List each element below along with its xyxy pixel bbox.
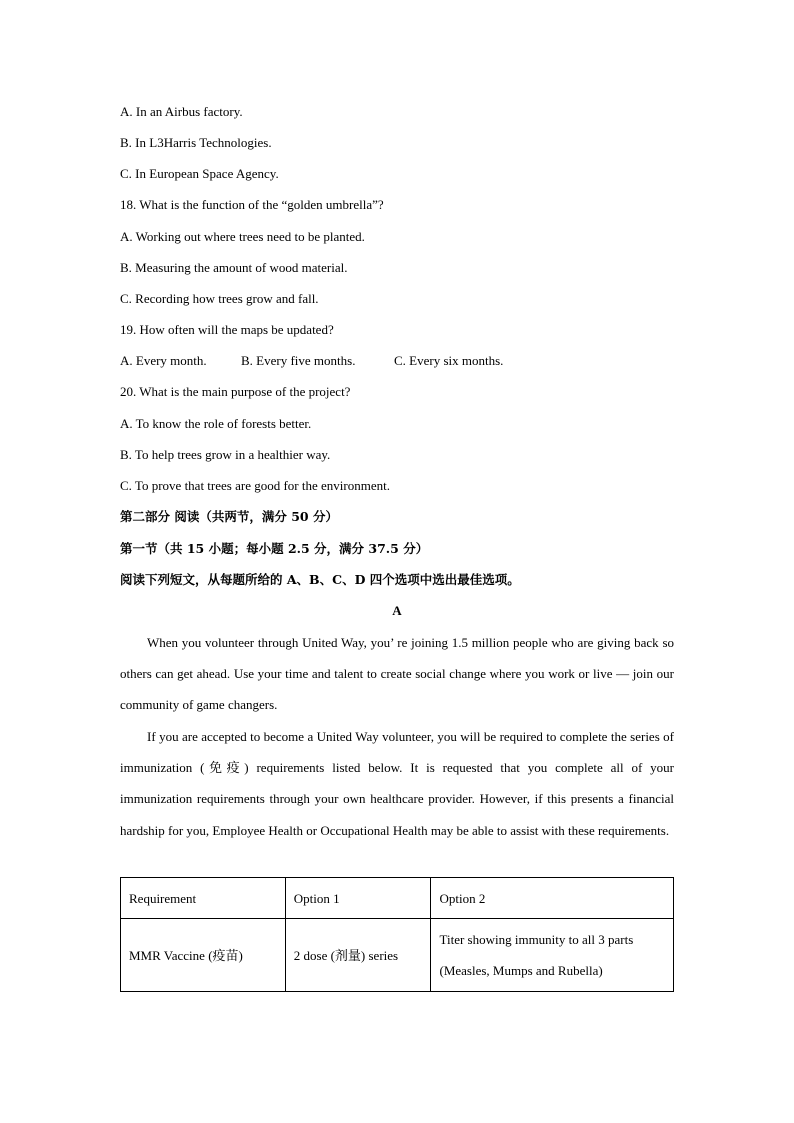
passage-letter: A <box>392 603 402 618</box>
passage-paragraph-2: If you are accepted to become a United Way volunteer, you will be required to complete the series of immunization (免疫) requirements listed below. It is requested that you complete all of your immunization requirements through your own healthcare provider. However, if this presents a financial hardship for you, Employee Health or Occupational Health may be able to assist with these requirements. <box>120 729 674 838</box>
q19-question: 19. How often will the maps be updated? <box>120 322 334 337</box>
table-cell: Titer showing immunity to all 3 parts (Measles, Mumps and Rubella) <box>431 919 674 992</box>
q20-option-b: B. To help trees grow in a healthier way. <box>120 447 331 462</box>
q20-option-a: A. To know the role of forests better. <box>120 416 312 431</box>
passage-paragraph-1: When you volunteer through United Way, you’ re joining 1.5 million people who are giving back so others can get ahead. Use your time and talent to create social change where you work or live — join our community of game changers. <box>120 635 674 713</box>
q19-option-b: B. Every five months. <box>241 353 356 368</box>
section-sub1-heading: 第一节（共 15 小题；每小题 2.5 分，满分 37.5 分） <box>120 541 429 556</box>
table-row <box>121 919 674 992</box>
table-header-row <box>121 878 674 919</box>
q18-option-a: A. Working out where trees need to be planted. <box>120 229 365 244</box>
section-part2-heading: 第二部分 阅读（共两节，满分 50 分） <box>120 509 338 524</box>
section-instruction: 阅读下列短文，从每题所给的 A、B、C、D 四个选项中选出最佳选项。 <box>120 572 520 587</box>
table-header-cell: Option 2 <box>431 878 674 919</box>
q18-option-b: B. Measuring the amount of wood material. <box>120 260 348 275</box>
table-cell: MMR Vaccine (疫苗) <box>121 919 286 992</box>
q19-options <box>120 352 503 370</box>
q20-question: 20. What is the main purpose of the project? <box>120 384 351 399</box>
q17-option-b: B. In L3Harris Technologies. <box>120 135 272 150</box>
q19-option-a: A. Every month. <box>120 353 207 368</box>
q20-option-c: C. To prove that trees are good for the environment. <box>120 478 390 493</box>
q17-option-c: C. In European Space Agency. <box>120 166 279 181</box>
q19-option-c: C. Every six months. <box>394 353 504 368</box>
table-header-cell: Requirement <box>121 878 286 919</box>
immunization-requirements-table <box>120 877 674 992</box>
table-header-cell: Option 1 <box>285 878 431 919</box>
q18-option-c: C. Recording how trees grow and fall. <box>120 291 319 306</box>
q17-option-a: A. In an Airbus factory. <box>120 104 243 119</box>
table-cell: 2 dose (剂量) series <box>285 919 431 992</box>
q18-question: 18. What is the function of the “golden umbrella”? <box>120 197 384 212</box>
